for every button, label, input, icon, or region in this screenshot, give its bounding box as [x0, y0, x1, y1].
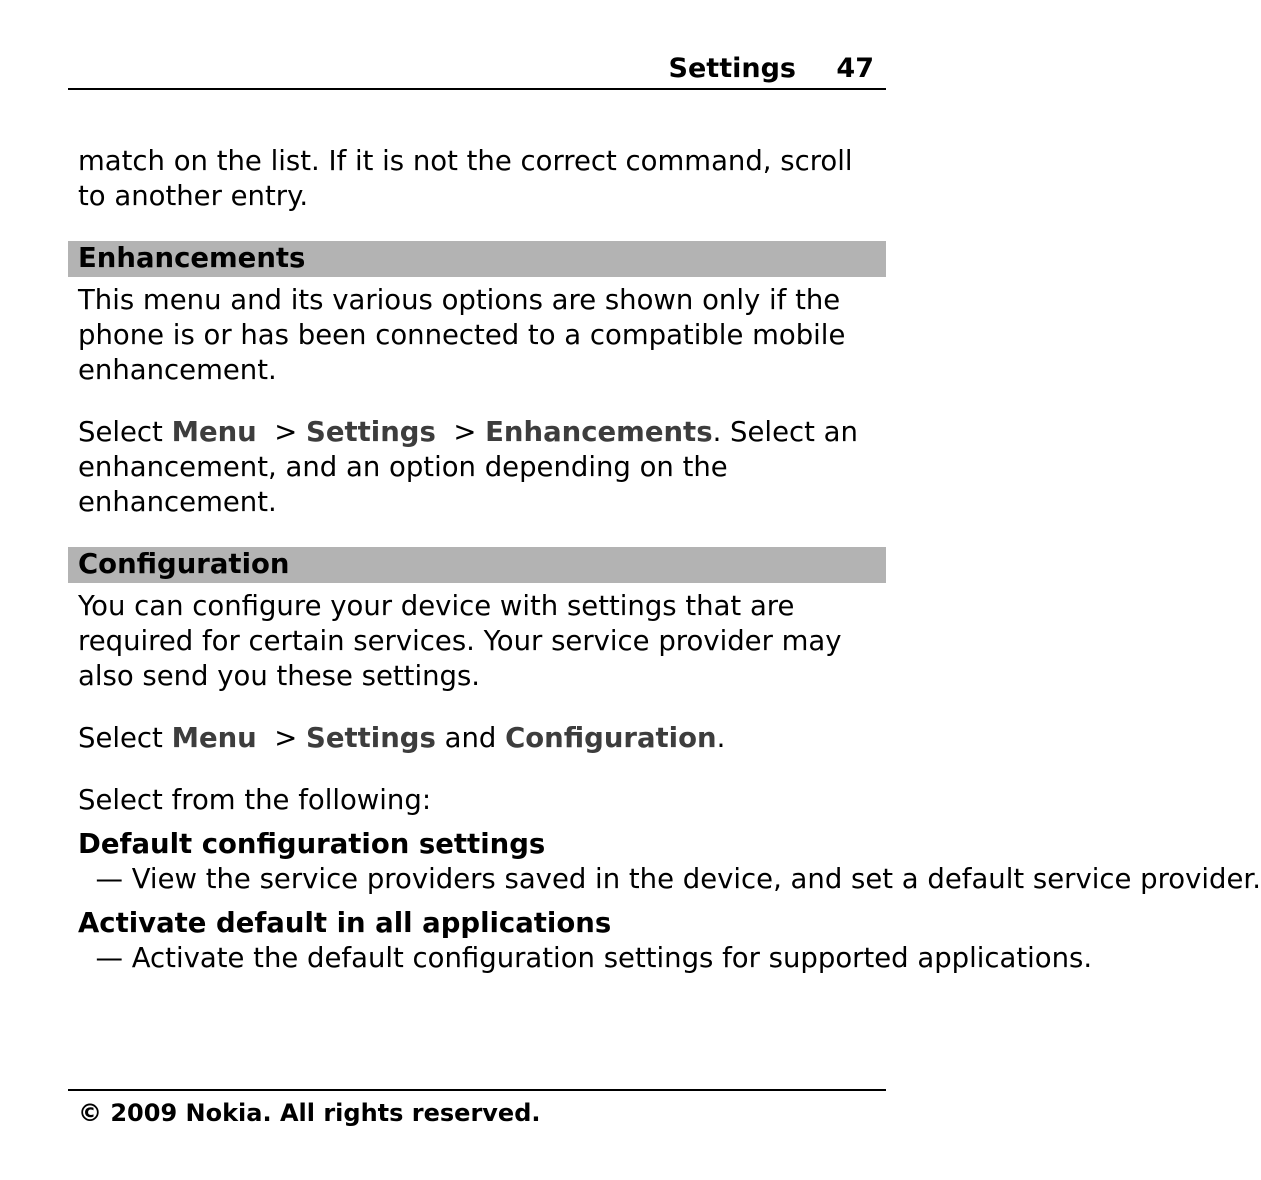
copyright-notice: © 2009 Nokia. All rights reserved.	[78, 1099, 541, 1127]
instruction-connector: and	[435, 722, 506, 754]
intro-paragraph: match on the list. If it is not the correct command, scroll to another entry.	[78, 145, 853, 212]
menu-path-menu: Menu	[171, 416, 257, 448]
page-number: 47	[836, 53, 874, 84]
header-title: Settings	[668, 53, 796, 84]
page-footer	[68, 1089, 886, 1129]
menu-path-menu: Menu	[171, 722, 257, 754]
page-header	[68, 48, 886, 90]
menu-path-configuration: Configuration	[505, 722, 717, 754]
menu-path-separator: >	[256, 416, 307, 448]
option-description: — Activate the default configuration settings for supported applications.	[78, 942, 1093, 974]
menu-path-enhancements: Enhancements	[485, 416, 713, 448]
option-description: — View the service providers saved in the device, and set a default service provider.	[78, 863, 1261, 895]
menu-path-separator: >	[256, 722, 307, 754]
instruction-prefix: Select	[78, 722, 172, 754]
section-heading-configuration: Configuration	[68, 547, 886, 583]
configuration-instruction	[68, 721, 886, 756]
section-heading-enhancements: Enhancements	[68, 241, 886, 277]
menu-path-settings: Settings	[306, 416, 436, 448]
configuration-description: You can configure your device with settings that are required for certain services. Your service provider may also send you these settings.	[78, 590, 842, 692]
option-item	[68, 827, 1261, 897]
instruction-suffix: . Select an enhancement, and an option depending on the enhancement.	[78, 416, 858, 518]
option-term: Activate default in all applications	[78, 907, 612, 939]
option-item	[68, 906, 1093, 976]
enhancements-instruction	[68, 415, 886, 520]
menu-path-separator: >	[435, 416, 486, 448]
instruction-prefix: Select	[78, 416, 172, 448]
enhancements-description: This menu and its various options are shown only if the phone is or has been connected to a compatible mobile enhancement.	[78, 284, 846, 386]
page-content	[68, 144, 1261, 976]
options-list-intro: Select from the following:	[78, 784, 432, 816]
instruction-suffix: .	[716, 722, 726, 754]
option-term: Default configuration settings	[78, 828, 546, 860]
menu-path-settings: Settings	[306, 722, 436, 754]
